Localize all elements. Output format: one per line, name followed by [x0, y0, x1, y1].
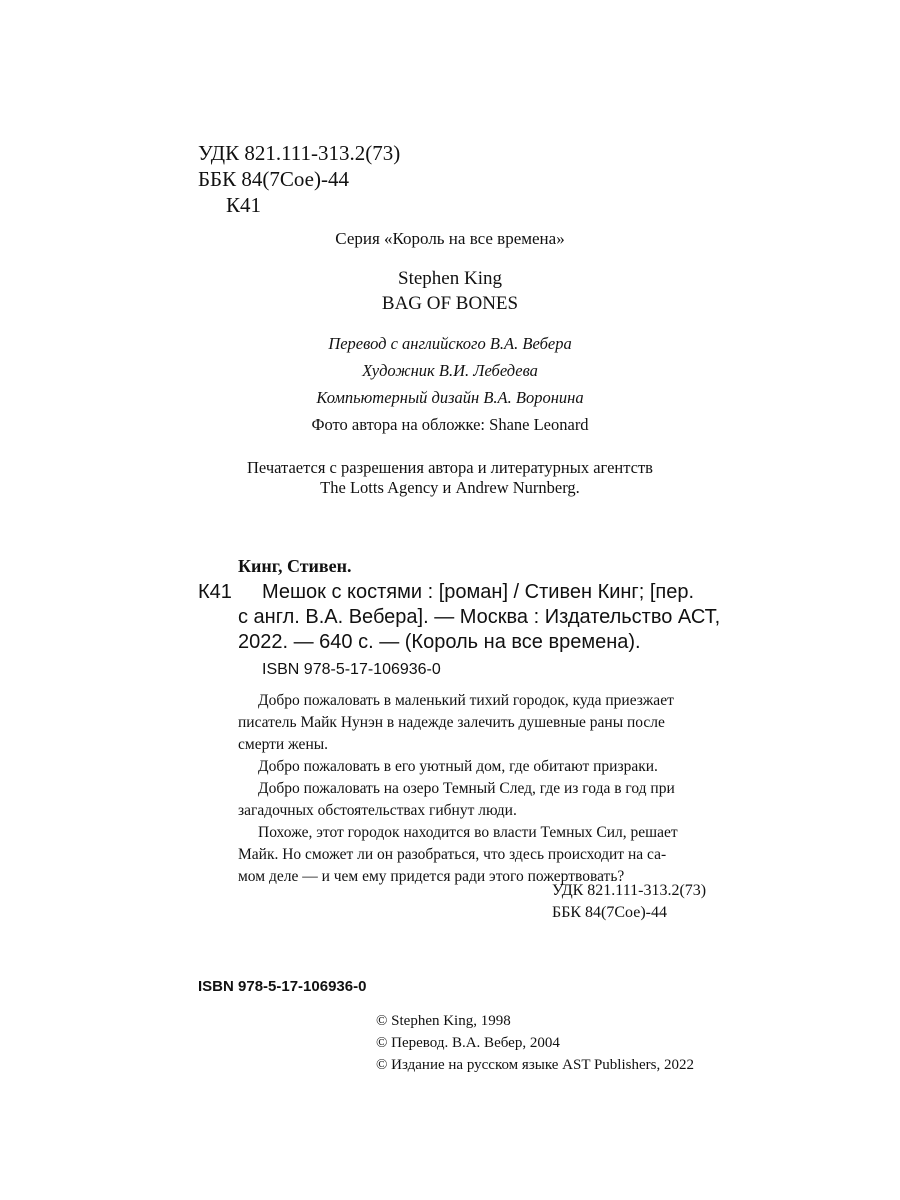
annotation — [238, 690, 734, 888]
designer-credit: Компьютерный дизайн В.А. Воронина — [316, 388, 584, 407]
biblio-line-1: Мешок с костями : [роман] / Стивен Кинг; [пер. — [262, 581, 695, 603]
photo-credit: Фото автора на обложке: Shane Leonard — [311, 415, 589, 434]
annotation-line: смерти жены. — [238, 736, 329, 753]
bbk-code-bottom: ББК 84(7Сое)-44 — [552, 904, 667, 921]
annotation-line: Майк. Но сможет ли он разобраться, что здесь происходит на са- — [238, 846, 667, 863]
annotation-line: мом деле — и чем ему придется ради этого пожертвовать? — [238, 868, 625, 885]
annotation-line: Добро пожаловать в маленький тихий городок, куда приезжает — [258, 692, 674, 709]
biblio-line-2: с англ. В.А. Вебера]. — Москва : Издательство АСТ, — [238, 606, 721, 628]
copyright-edition: © Издание на русском языке AST Publishers, 2022 — [376, 1057, 694, 1073]
annotation-line: писатель Майк Нунэн в надежде залечить душевные раны после — [238, 714, 665, 731]
annotation-line: загадочных обстоятельствах гибнут люди. — [238, 802, 517, 819]
biblio-line-3: 2022. — 640 с. — (Король на все времена). — [238, 631, 641, 653]
author-mark-top: К41 — [226, 193, 262, 217]
series-title: Серия «Король на все времена» — [335, 229, 565, 248]
udk-code-top: УДК 821.111-313.2(73) — [198, 141, 401, 165]
artist-credit: Художник В.И. Лебедева — [362, 361, 538, 380]
annotation-line: Добро пожаловать в его уютный дом, где обитают призраки. — [258, 758, 658, 775]
udk-code-bottom: УДК 821.111-313.2(73) — [552, 882, 707, 899]
bbk-code-top: ББК 84(7Сое)-44 — [198, 167, 349, 191]
annotation-line: Похоже, этот городок находится во власти Темных Сил, решает — [258, 824, 678, 841]
permission-line-2: The Lotts Agency и Andrew Nurnberg. — [320, 478, 580, 497]
isbn-footer: ISBN 978-5-17-106936-0 — [198, 978, 367, 995]
original-author: Stephen King — [398, 268, 502, 289]
biblio-isbn: ISBN 978-5-17-106936-0 — [262, 661, 441, 678]
original-title: BAG OF BONES — [381, 293, 519, 314]
biblio-author-mark: К41 — [198, 581, 232, 603]
copyright-translation: © Перевод. В.А. Вебер, 2004 — [376, 1035, 560, 1051]
annotation-line: Добро пожаловать на озеро Темный След, где из года в год при — [258, 780, 675, 797]
permission-line-1: Печатается с разрешения автора и литературных агентств — [247, 458, 653, 477]
copyright-author: © Stephen King, 1998 — [376, 1013, 511, 1029]
translator-credit: Перевод с английского В.А. Вебера — [328, 334, 572, 353]
biblio-author-heading: Кинг, Стивен. — [238, 556, 352, 576]
